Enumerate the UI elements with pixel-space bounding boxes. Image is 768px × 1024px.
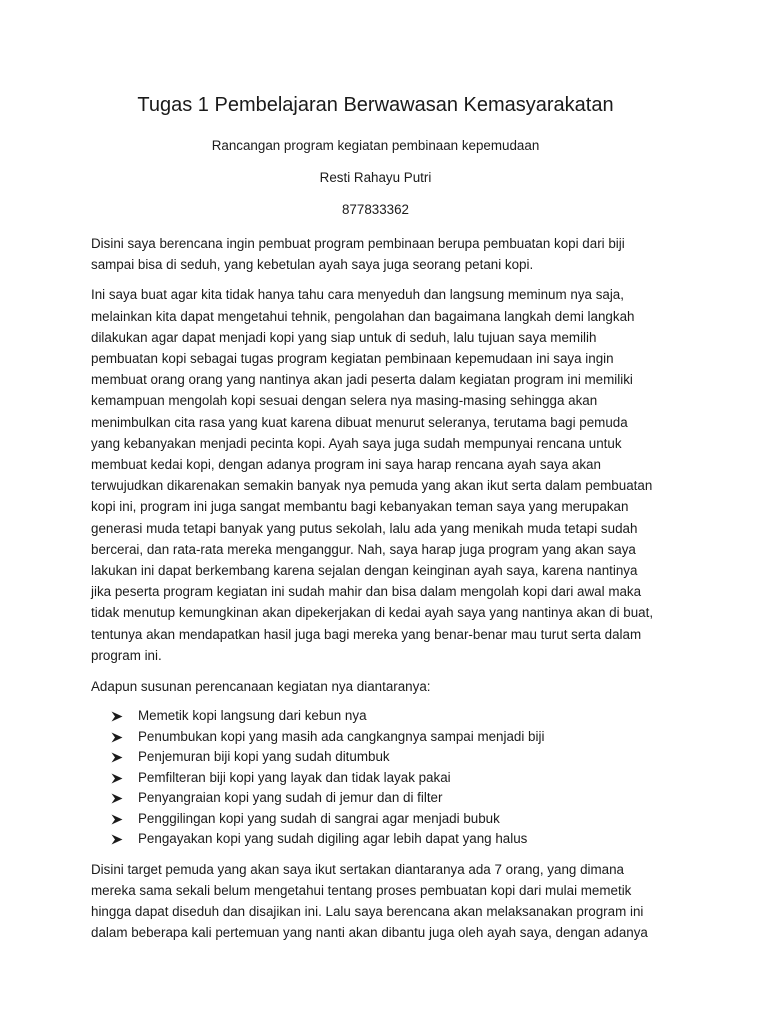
arrow-bullet-icon: [111, 814, 123, 825]
arrow-bullet-icon: [111, 834, 123, 845]
plan-item-text: Pengayakan kopi yang sudah digiling agar lebih dapat yang halus: [138, 831, 528, 847]
plan-item-text: Penumbukan kopi yang masih ada cangkangnya sampai menjadi biji: [138, 728, 545, 744]
document-subtitle: Rancangan program kegiatan pembinaan kepemudaan: [211, 138, 540, 153]
student-id: 877833362: [341, 202, 410, 217]
arrow-bullet-icon: [111, 752, 123, 763]
plan-list-item: [111, 706, 660, 727]
plan-item-text: Penyangraian kopi yang sudah di jemur dan di filter: [138, 790, 443, 806]
plan-list-item: [111, 788, 660, 809]
plan-list-item: [111, 768, 660, 789]
plan-list: [91, 706, 660, 850]
arrow-bullet-icon: [111, 732, 123, 743]
purpose-paragraph: Ini saya buat agar kita tidak hanya tahu cara menyeduh dan langsung meminum nya saja, melainkan kita dapat mengetahui tehnik, pengolahan dan bagaimana langkah demi langkah dilakukan agar dapat menjadi kopi yang siap untuk di seduh, lalu tujuan saya memilih pembuatan kopi sebagai tugas program kegiatan pembinaan kepemudaan ini saya ingin membuat orang orang yang nantinya akan jadi peserta dalam kegiatan program ini memiliki kemampuan mengolah kopi sesuai dengan selera nya masing-masing sehingga akan menimbulkan cita rasa yang kuat karena dibuat menurut seleranya, terutama bagi pemuda yang kebanyakan menjadi pecinta kopi. Ayah saya juga sudah mempunyai rencana untuk membuat kedai kopi, dengan adanya program ini saya harap rencana ayah saya akan terwujudkan dikarenakan semakin banyak nya pemuda yang akan ikut serta dalam pembuatan kopi ini, program ini juga sangat membantu bagi kebanyakan teman saya yang merupakan generasi muda tetapi banyak yang putus sekolah, lalu ada yang menikah muda tetapi sudah bercerai, dan rata-rata mereka menganggur. Nah, saya harap juga program yang akan saya lakukan ini dapat berkembang karena sejalan dengan keinginan ayah saya, karena nantinya jika peserta program kegiatan ini sudah mahir dan bisa dalam mengolah kopi dari awal maka tidak menutup kemungkinan akan dipekerjakan di kedai ayah saya yang nantinya akan di buat, tentunya akan mendapatkan hasil juga bagi mereka yang benar-benar mau turut serta dalam program ini.: [91, 287, 654, 663]
document-title: Tugas 1 Pembelajaran Berwawasan Kemasyarakatan: [137, 94, 614, 116]
arrow-bullet-icon: [111, 793, 123, 804]
plan-item-text: Pemfilteran biji kopi yang layak dan tidak layak pakai: [138, 769, 451, 785]
arrow-bullet-icon: [111, 773, 123, 784]
plan-item-text: Penggilingan kopi yang sudah di sangrai agar menjadi bubuk: [138, 810, 500, 826]
plan-item-text: Memetik kopi langsung dari kebun nya: [138, 708, 367, 724]
plan-list-item: [111, 747, 660, 768]
plan-item-text: Penjemuran biji kopi yang sudah ditumbuk: [138, 749, 390, 765]
plan-list-item: [111, 809, 660, 830]
author-name: Resti Rahayu Putri: [319, 170, 432, 185]
plan-list-item: [111, 829, 660, 850]
plan-intro-paragraph: Adapun susunan perencanaan kegiatan nya diantaranya:: [91, 679, 431, 695]
closing-paragraph: Disini target pemuda yang akan saya ikut sertakan diantaranya ada 7 orang, yang dimana mereka sama sekali belum mengetahui tentang proses pembuatan kopi dari mulai memetik hingga dapat diseduh dan disajikan ini. Lalu saya berencana akan melaksanakan program ini dalam beberapa kali pertemuan yang nanti akan dibantu juga oleh ayah saya, dengan adanya: [91, 861, 648, 941]
arrow-bullet-icon: [111, 711, 123, 722]
intro-paragraph: Disini saya berencana ingin pembuat program pembinaan berupa pembuatan kopi dari biji sampai bisa di seduh, yang kebetulan ayah saya juga seorang petani kopi.: [91, 236, 625, 273]
plan-list-item: [111, 727, 660, 748]
